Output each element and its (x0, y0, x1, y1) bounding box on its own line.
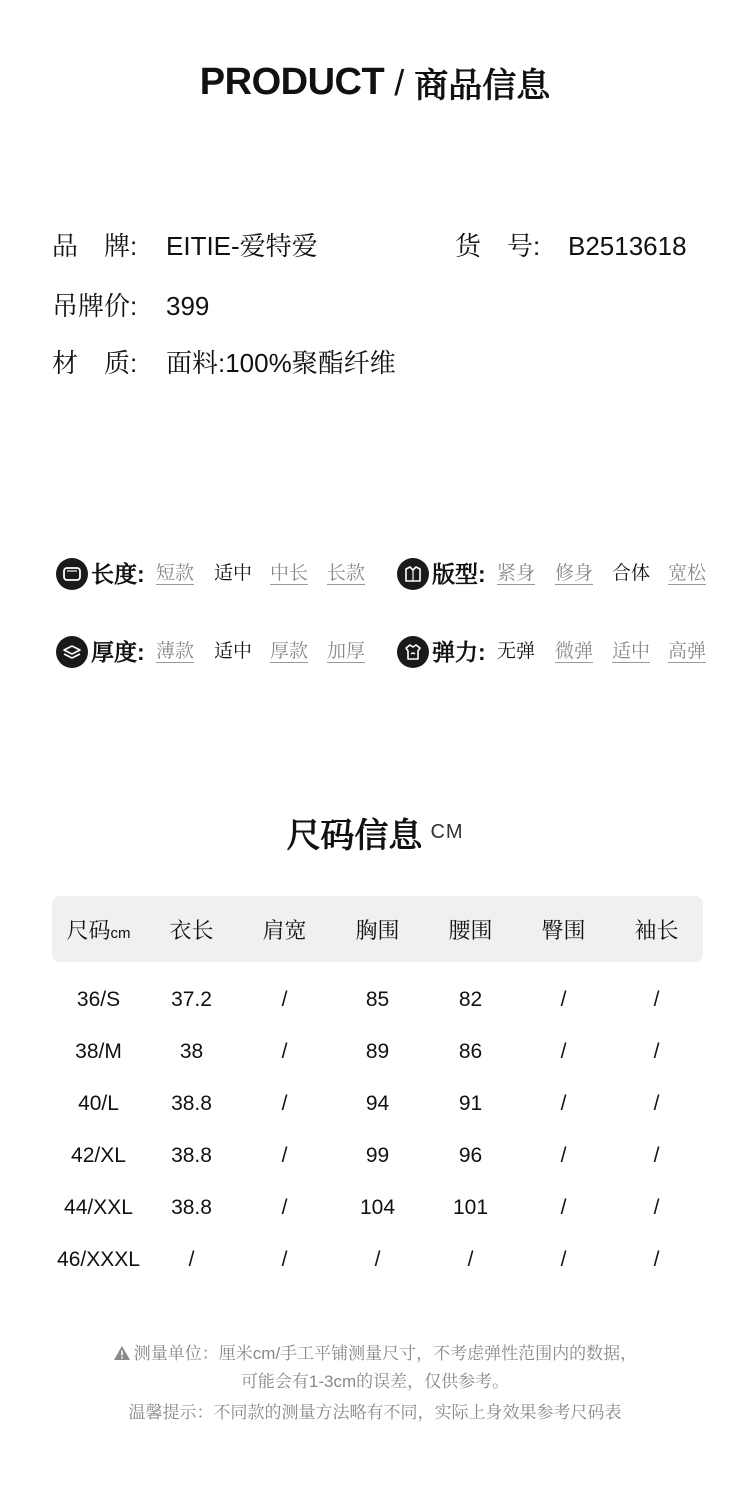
table-cell: 104 (359, 1196, 396, 1219)
attr-thickness (56, 635, 376, 669)
table-row (52, 1026, 703, 1078)
price-value: 399 (166, 291, 210, 321)
table-row (52, 962, 703, 1026)
attr-elasticity (397, 635, 717, 669)
size-table-header-row (52, 896, 703, 962)
attr-label: 版型: (432, 561, 486, 587)
sku-label: 货 号: (455, 231, 541, 261)
table-cell: / (653, 1092, 660, 1115)
table-cell: / (653, 988, 660, 1011)
table-row (52, 1130, 703, 1182)
table-cell: 91 (458, 1092, 483, 1115)
material-value: 面料:100%聚酯纤维 (166, 348, 396, 378)
table-cell: 99 (365, 1144, 390, 1167)
attr-option: 微弹 (555, 641, 594, 662)
table-cell: 38/M (75, 1040, 122, 1063)
attr-label: 厚度: (91, 639, 145, 665)
attr-option-selected: 无弹 (497, 641, 536, 662)
table-cell: 38 (179, 1040, 204, 1063)
note-line-2: 可能会有1-3cm的误差，仅供参考。 (240, 1372, 510, 1391)
header-hip: 臀围 (517, 896, 610, 962)
size-table (52, 896, 703, 1286)
attr-option: 长款 (327, 563, 366, 584)
note-line-1 (0, 1339, 750, 1364)
table-cell: / (653, 1248, 660, 1271)
attr-label: 长度: (91, 561, 145, 587)
table-cell: / (560, 988, 567, 1011)
table-cell: / (560, 1092, 567, 1115)
info-row-brand (52, 228, 702, 264)
header-shoulder: 肩宽 (238, 896, 331, 962)
table-cell: / (281, 1248, 288, 1271)
table-cell: / (281, 1196, 288, 1219)
table-cell: 86 (458, 1040, 483, 1063)
attr-label: 弹力: (432, 639, 486, 665)
table-row (52, 1078, 703, 1130)
note-line-3: 温馨提示：不同款的测量方法略有不同，实际上身效果参考尺码表 (128, 1403, 622, 1422)
table-cell: 85 (365, 988, 390, 1011)
attr-option: 加厚 (327, 641, 366, 662)
elasticity-icon (397, 636, 429, 668)
table-cell: 82 (458, 988, 483, 1011)
header-length: 衣长 (145, 896, 238, 962)
attr-option-selected: 适中 (214, 563, 253, 584)
table-cell: 89 (365, 1040, 390, 1063)
table-cell: 94 (365, 1092, 390, 1115)
table-cell: / (374, 1248, 381, 1271)
title-separator: / (394, 61, 405, 103)
size-section-title (0, 808, 750, 857)
table-cell: / (560, 1144, 567, 1167)
page-header (0, 58, 750, 107)
table-cell: / (653, 1040, 660, 1063)
header-sleeve: 袖长 (610, 896, 703, 962)
attr-option: 厚款 (270, 641, 309, 662)
price-label: 吊牌价: (52, 291, 138, 321)
table-row (52, 1234, 703, 1286)
table-cell: 46/XXXL (57, 1248, 140, 1271)
warning-icon (113, 1345, 131, 1361)
attr-option: 短款 (156, 563, 195, 584)
attr-option-selected: 合体 (612, 563, 651, 584)
table-cell: / (281, 1040, 288, 1063)
table-cell: / (188, 1248, 195, 1271)
attr-option: 中长 (270, 563, 309, 584)
attr-option: 宽松 (668, 563, 707, 584)
table-cell: / (560, 1040, 567, 1063)
info-row-price (52, 288, 702, 324)
header-unit: cm (110, 924, 131, 942)
title-cn: 商品信息 (414, 67, 551, 105)
brand-label: 品 牌: (52, 231, 138, 261)
table-cell: 96 (458, 1144, 483, 1167)
attr-option: 适中 (612, 641, 651, 662)
attr-option: 薄款 (156, 641, 195, 662)
table-cell: / (653, 1144, 660, 1167)
table-cell: 44/XXL (64, 1196, 133, 1219)
info-row-material (52, 345, 702, 381)
brand-value: EITIE-爱特爱 (166, 231, 318, 261)
table-cell: 40/L (78, 1092, 119, 1115)
table-cell: / (467, 1248, 474, 1271)
table-cell: / (560, 1248, 567, 1271)
table-cell: / (281, 1092, 288, 1115)
attr-option: 高弹 (668, 641, 707, 662)
table-cell: / (281, 1144, 288, 1167)
note-text-1: 测量单位：厘米cm/手工平铺测量尺寸，不考虑弹性范围内的数据， (133, 1344, 638, 1363)
material-label: 材 质: (52, 348, 138, 378)
thickness-icon (56, 636, 88, 668)
table-cell: 36/S (76, 988, 121, 1011)
table-cell: / (281, 988, 288, 1011)
table-cell: 38.8 (171, 1092, 212, 1115)
attr-option: 紧身 (497, 563, 536, 584)
title-en: PRODUCT (199, 61, 385, 103)
sku-value: B2513618 (568, 231, 687, 261)
table-row (52, 1182, 703, 1234)
table-cell: 37.2 (171, 988, 212, 1011)
table-cell: / (653, 1196, 660, 1219)
size-title: 尺码信息 (286, 817, 423, 855)
table-cell: / (560, 1196, 567, 1219)
attr-length (56, 557, 376, 591)
attr-fit (397, 557, 717, 591)
attr-option: 修身 (555, 563, 594, 584)
header-size: 尺码cm (52, 896, 145, 962)
table-cell: 101 (452, 1196, 489, 1219)
table-cell: 42/XL (71, 1144, 126, 1167)
table-cell: 38.8 (171, 1196, 212, 1219)
header-bust: 胸围 (331, 896, 424, 962)
size-unit: CM (430, 821, 464, 843)
header-waist: 腰围 (424, 896, 517, 962)
fit-icon (397, 558, 429, 590)
length-icon (56, 558, 88, 590)
attr-option-selected: 适中 (214, 641, 253, 662)
table-cell: 38.8 (171, 1144, 212, 1167)
